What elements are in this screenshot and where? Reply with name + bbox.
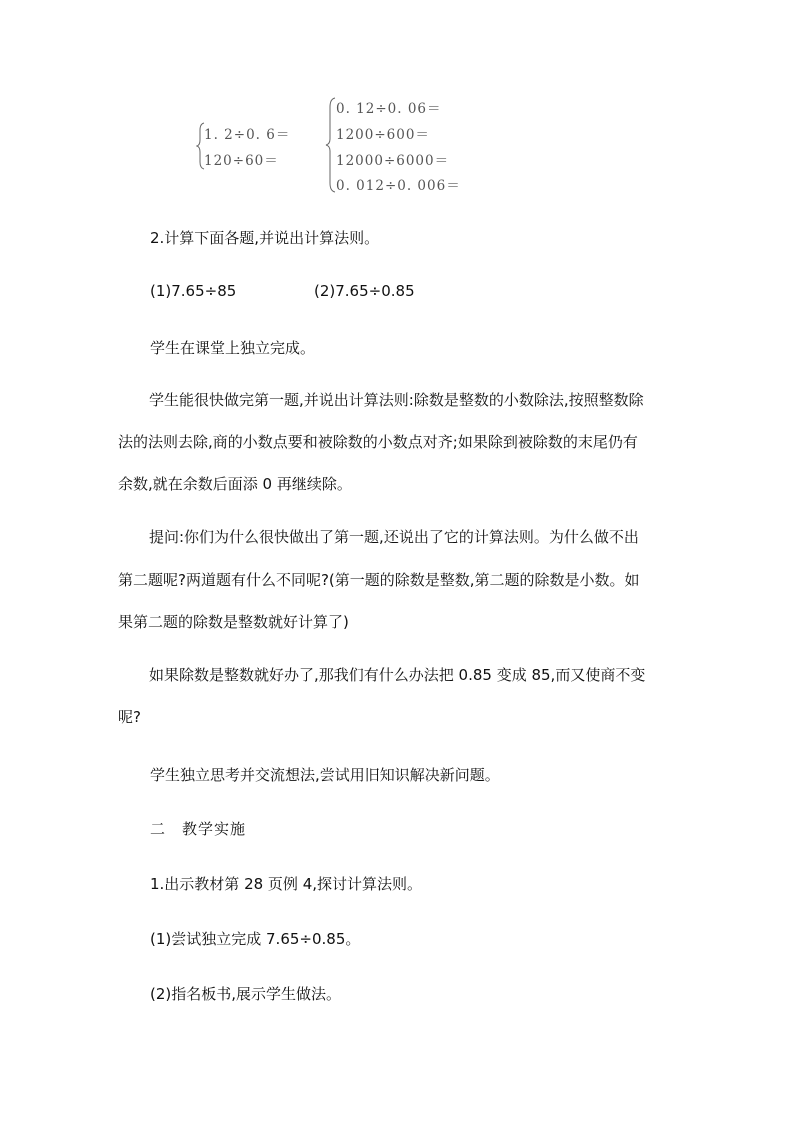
paragraph-calculation-rule-line-1: 学生能很快做完第一题,并说出计算法则:除数是整数的小数除法,按照整数除 xyxy=(149,391,644,409)
question-2-heading: 2.计算下面各题,并说出计算法则。 xyxy=(150,229,380,247)
question-2-item-1: (1)7.65÷85 xyxy=(150,282,237,300)
paragraph-calculation-rule-line-2: 法的法则去除,商的小数点要和被除数的小数点对齐;如果除到被除数的末尾仍有 xyxy=(118,433,638,451)
paragraph-question-line-2: 第二题呢?两道题有什么不同呢?(第一题的除数是整数,第二题的除数是小数。如 xyxy=(118,571,640,589)
equation-0-012-div-0-006: 0. 012÷0. 006＝ xyxy=(336,178,461,194)
section-2-sub-1: (1)尝试独立完成 7.65÷0.85。 xyxy=(150,930,361,948)
paragraph-divisor-line-1: 如果除数是整数就好办了,那我们有什么办法把 0.85 变成 85,而又使商不变 xyxy=(149,666,646,684)
paragraph-calculation-rule-line-3: 余数,就在余数后面添 0 再继续除。 xyxy=(118,475,352,493)
paragraph-question-line-3: 果第二题的除数是整数就好计算了) xyxy=(118,613,349,631)
equation-120-div-60: 120÷60＝ xyxy=(204,153,279,169)
section-2-item-1: 1.出示教材第 28 页例 4,探讨计算法则。 xyxy=(150,875,423,893)
paragraph-question-line-1: 提问:你们为什么很快做出了第一题,还说出了它的计算法则。为什么做不出 xyxy=(149,528,639,546)
paragraph-students-complete: 学生在课堂上独立完成。 xyxy=(150,339,316,357)
equation-1-2-div-0-6: 1. 2÷0. 6＝ xyxy=(204,127,291,143)
equation-0-12-div-0-06: 0. 12÷0. 06＝ xyxy=(336,101,442,117)
paragraph-divisor-line-2: 呢? xyxy=(118,708,141,726)
paragraph-independent-thinking: 学生独立思考并交流想法,尝试用旧知识解决新问题。 xyxy=(150,766,500,784)
equation-12000-div-6000: 12000÷6000＝ xyxy=(336,153,450,169)
equation-1200-div-600: 1200÷600＝ xyxy=(336,127,430,143)
section-2-heading: 二 教学实施 xyxy=(150,820,247,838)
question-2-item-2: (2)7.65÷0.85 xyxy=(314,282,415,300)
section-2-sub-2: (2)指名板书,展示学生做法。 xyxy=(150,985,342,1003)
